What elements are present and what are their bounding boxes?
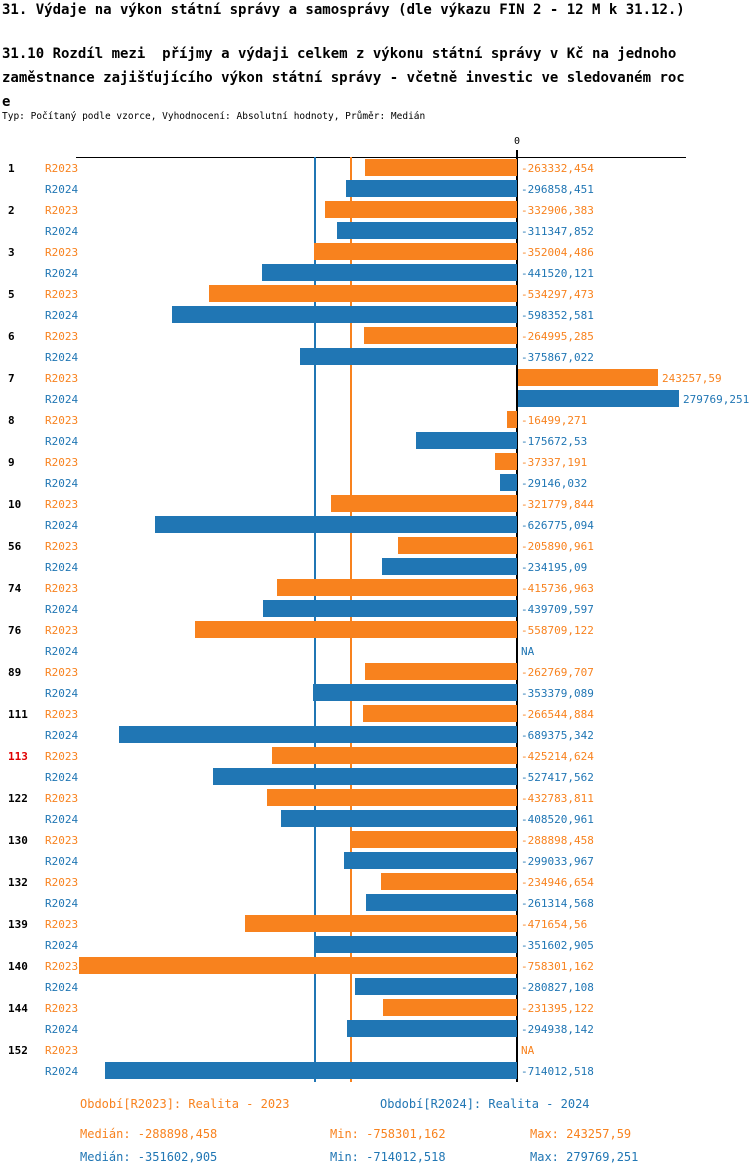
series-label-r2024: R2024: [45, 687, 79, 700]
value-label-r2023: -321779,844: [521, 498, 594, 511]
series-label-r2024: R2024: [45, 267, 79, 280]
series-label-r2023: R2023: [45, 498, 79, 511]
row-number: 8: [8, 414, 15, 427]
series-label-r2024: R2024: [45, 729, 79, 742]
stat-max-r2024: Max: 279769,251: [530, 1150, 639, 1164]
series-label-r2024: R2024: [45, 393, 79, 406]
bar-r2024[interactable]: [314, 936, 517, 953]
series-label-r2024: R2024: [45, 897, 79, 910]
series-label-r2024: R2024: [45, 1065, 79, 1078]
series-label-r2024: R2024: [45, 309, 79, 322]
value-label-r2023: -425214,624: [521, 750, 594, 763]
legend-r2024: Období[R2024]: Realita - 2024: [380, 1097, 590, 1111]
series-label-r2024: R2024: [45, 771, 79, 784]
row-number: 89: [8, 666, 22, 679]
row-number: 144: [8, 1002, 28, 1015]
value-label-r2023: -415736,963: [521, 582, 594, 595]
axis-top-line: [76, 157, 686, 158]
bar-r2023[interactable]: [267, 789, 517, 806]
value-label-r2023: 243257,59: [662, 372, 722, 385]
report-meta: Typ: Počítaný podle vzorce, Vyhodnocení: Absolutní hodnoty, Průměr: Medián: [2, 111, 426, 122]
series-label-r2024: R2024: [45, 351, 79, 364]
legend-r2023: Období[R2023]: Realita - 2023: [80, 1097, 290, 1111]
series-label-r2023: R2023: [45, 582, 79, 595]
value-label-r2023: -263332,454: [521, 162, 594, 175]
bar-r2023[interactable]: [350, 831, 517, 848]
series-label-r2024: R2024: [45, 519, 79, 532]
bar-r2024[interactable]: [105, 1062, 517, 1079]
row-number: 113: [8, 750, 28, 763]
bar-r2023[interactable]: [195, 621, 517, 638]
bar-r2023[interactable]: [365, 159, 517, 176]
value-label-r2024: -527417,562: [521, 771, 594, 784]
row-number: 140: [8, 960, 28, 973]
series-label-r2023: R2023: [45, 876, 79, 889]
value-label-r2023: -558709,122: [521, 624, 594, 637]
value-label-r2023: -264995,285: [521, 330, 594, 343]
value-label-r2024: NA: [521, 645, 535, 658]
row-number: 3: [8, 246, 15, 259]
row-number: 5: [8, 288, 15, 301]
series-label-r2024: R2024: [45, 477, 79, 490]
row-number: 74: [8, 582, 22, 595]
value-label-r2024: -598352,581: [521, 309, 594, 322]
row-number: 130: [8, 834, 28, 847]
value-label-r2023: -231395,122: [521, 1002, 594, 1015]
series-label-r2023: R2023: [45, 372, 79, 385]
bar-r2023[interactable]: [277, 579, 517, 596]
series-label-r2023: R2023: [45, 1002, 79, 1015]
bar-r2024[interactable]: [337, 222, 517, 239]
row-number: 76: [8, 624, 22, 637]
bar-r2024[interactable]: [347, 1020, 517, 1037]
row-number: 111: [8, 708, 28, 721]
bar-r2024[interactable]: [382, 558, 517, 575]
value-label-r2024: -296858,451: [521, 183, 594, 196]
axis-zero-label: 0: [514, 136, 521, 147]
series-label-r2023: R2023: [45, 834, 79, 847]
value-label-r2024: -234195,09: [521, 561, 588, 574]
value-label-r2023: -288898,458: [521, 834, 594, 847]
bar-r2023[interactable]: [365, 663, 517, 680]
value-label-r2023: -205890,961: [521, 540, 594, 553]
value-label-r2023: -266544,884: [521, 708, 594, 721]
value-label-r2023: -758301,162: [521, 960, 594, 973]
series-label-r2023: R2023: [45, 1044, 79, 1057]
stat-median-r2024: Medián: -351602,905: [80, 1150, 218, 1164]
bar-r2023[interactable]: [209, 285, 517, 302]
stat-max-r2023: Max: 243257,59: [530, 1127, 632, 1141]
bar-r2024[interactable]: [344, 852, 517, 869]
series-label-r2024: R2024: [45, 813, 79, 826]
bar-r2023[interactable]: [518, 369, 658, 386]
series-label-r2023: R2023: [45, 624, 79, 637]
bar-r2023[interactable]: [325, 201, 517, 218]
value-label-r2023: -16499,271: [521, 414, 588, 427]
bar-r2024[interactable]: [155, 516, 517, 533]
series-label-r2023: R2023: [45, 918, 79, 931]
value-label-r2024: -351602,905: [521, 939, 594, 952]
bar-r2024[interactable]: [119, 726, 517, 743]
stat-min-r2023: Min: -758301,162: [330, 1127, 446, 1141]
bar-r2024[interactable]: [500, 474, 517, 491]
row-number: 132: [8, 876, 28, 889]
series-label-r2024: R2024: [45, 645, 79, 658]
bar-r2024[interactable]: [313, 684, 517, 701]
series-label-r2023: R2023: [45, 330, 79, 343]
row-number: 139: [8, 918, 28, 931]
row-number: 7: [8, 372, 15, 385]
bar-r2023[interactable]: [383, 999, 517, 1016]
value-label-r2024: -626775,094: [521, 519, 594, 532]
report-subtitle-line: 31.10 Rozdíl mezi příjmy a výdaji celkem z výkonu státní správy v Kč na jednoho: [2, 46, 677, 62]
row-number: 6: [8, 330, 15, 343]
value-label-r2023: NA: [521, 1044, 535, 1057]
bar-r2024[interactable]: [355, 978, 517, 995]
series-label-r2023: R2023: [45, 750, 79, 763]
value-label-r2024: -375867,022: [521, 351, 594, 364]
report-title: 31. Výdaje na výkon státní správy a samosprávy (dle výkazu FIN 2 - 12 M k 31.12.): [2, 2, 685, 18]
value-label-r2023: -37337,191: [521, 456, 588, 469]
bar-r2024[interactable]: [300, 348, 517, 365]
series-label-r2024: R2024: [45, 435, 79, 448]
series-label-r2024: R2024: [45, 183, 79, 196]
value-label-r2024: -439709,597: [521, 603, 594, 616]
bar-r2023[interactable]: [79, 957, 517, 974]
value-label-r2023: -332906,383: [521, 204, 594, 217]
value-label-r2024: -408520,961: [521, 813, 594, 826]
row-number: 56: [8, 540, 22, 553]
series-label-r2023: R2023: [45, 708, 79, 721]
value-label-r2024: 279769,251: [683, 393, 750, 406]
row-number: 9: [8, 456, 15, 469]
value-label-r2024: -441520,121: [521, 267, 594, 280]
bar-r2024[interactable]: [262, 264, 517, 281]
bar-r2023[interactable]: [507, 411, 517, 428]
series-label-r2024: R2024: [45, 225, 79, 238]
series-label-r2023: R2023: [45, 960, 79, 973]
value-label-r2024: -311347,852: [521, 225, 594, 238]
value-label-r2023: -234946,654: [521, 876, 594, 889]
bar-r2024[interactable]: [416, 432, 517, 449]
row-number: 10: [8, 498, 22, 511]
value-label-r2024: -280827,108: [521, 981, 594, 994]
value-label-r2023: -471654,56: [521, 918, 588, 931]
bar-r2024[interactable]: [366, 894, 517, 911]
value-label-r2023: -352004,486: [521, 246, 594, 259]
bar-r2023[interactable]: [495, 453, 517, 470]
bar-r2023[interactable]: [364, 327, 517, 344]
value-label-r2023: -534297,473: [521, 288, 594, 301]
stat-min-r2024: Min: -714012,518: [330, 1150, 446, 1164]
value-label-r2024: -175672,53: [521, 435, 588, 448]
series-label-r2023: R2023: [45, 204, 79, 217]
bar-r2024[interactable]: [346, 180, 517, 197]
value-label-r2024: -689375,342: [521, 729, 594, 742]
bar-r2023[interactable]: [272, 747, 517, 764]
bar-r2024[interactable]: [518, 390, 679, 407]
series-label-r2024: R2024: [45, 939, 79, 952]
series-label-r2023: R2023: [45, 792, 79, 805]
series-label-r2024: R2024: [45, 981, 79, 994]
value-label-r2023: -262769,707: [521, 666, 594, 679]
series-label-r2023: R2023: [45, 246, 79, 259]
series-label-r2024: R2024: [45, 603, 79, 616]
bar-r2023[interactable]: [331, 495, 517, 512]
value-label-r2024: -261314,568: [521, 897, 594, 910]
bar-r2023[interactable]: [381, 873, 517, 890]
series-label-r2023: R2023: [45, 414, 79, 427]
row-number: 122: [8, 792, 28, 805]
row-number: 2: [8, 204, 15, 217]
bar-r2024[interactable]: [172, 306, 517, 323]
bar-r2024[interactable]: [281, 810, 517, 827]
bar-r2023[interactable]: [314, 243, 517, 260]
row-number: 1: [8, 162, 15, 175]
bar-r2023[interactable]: [398, 537, 517, 554]
value-label-r2024: -29146,032: [521, 477, 588, 490]
series-label-r2023: R2023: [45, 540, 79, 553]
series-label-r2023: R2023: [45, 456, 79, 469]
series-label-r2023: R2023: [45, 288, 79, 301]
bar-r2023[interactable]: [245, 915, 517, 932]
stat-median-r2023: Medián: -288898,458: [80, 1127, 218, 1141]
bar-r2024[interactable]: [213, 768, 517, 785]
series-label-r2024: R2024: [45, 855, 79, 868]
row-number: 152: [8, 1044, 28, 1057]
value-label-r2024: -299033,967: [521, 855, 594, 868]
series-label-r2023: R2023: [45, 162, 79, 175]
value-label-r2023: -432783,811: [521, 792, 594, 805]
series-label-r2023: R2023: [45, 666, 79, 679]
value-label-r2024: -353379,089: [521, 687, 594, 700]
report-subtitle-line: e: [2, 94, 11, 110]
bar-r2023[interactable]: [363, 705, 517, 722]
report-subtitle-line: zaměstnance zajišťujícího výkon státní správy - včetně investic ve sledovaném roc: [2, 70, 685, 86]
value-label-r2024: -294938,142: [521, 1023, 594, 1036]
value-label-r2024: -714012,518: [521, 1065, 594, 1078]
series-label-r2024: R2024: [45, 561, 79, 574]
bar-r2024[interactable]: [263, 600, 517, 617]
series-label-r2024: R2024: [45, 1023, 79, 1036]
